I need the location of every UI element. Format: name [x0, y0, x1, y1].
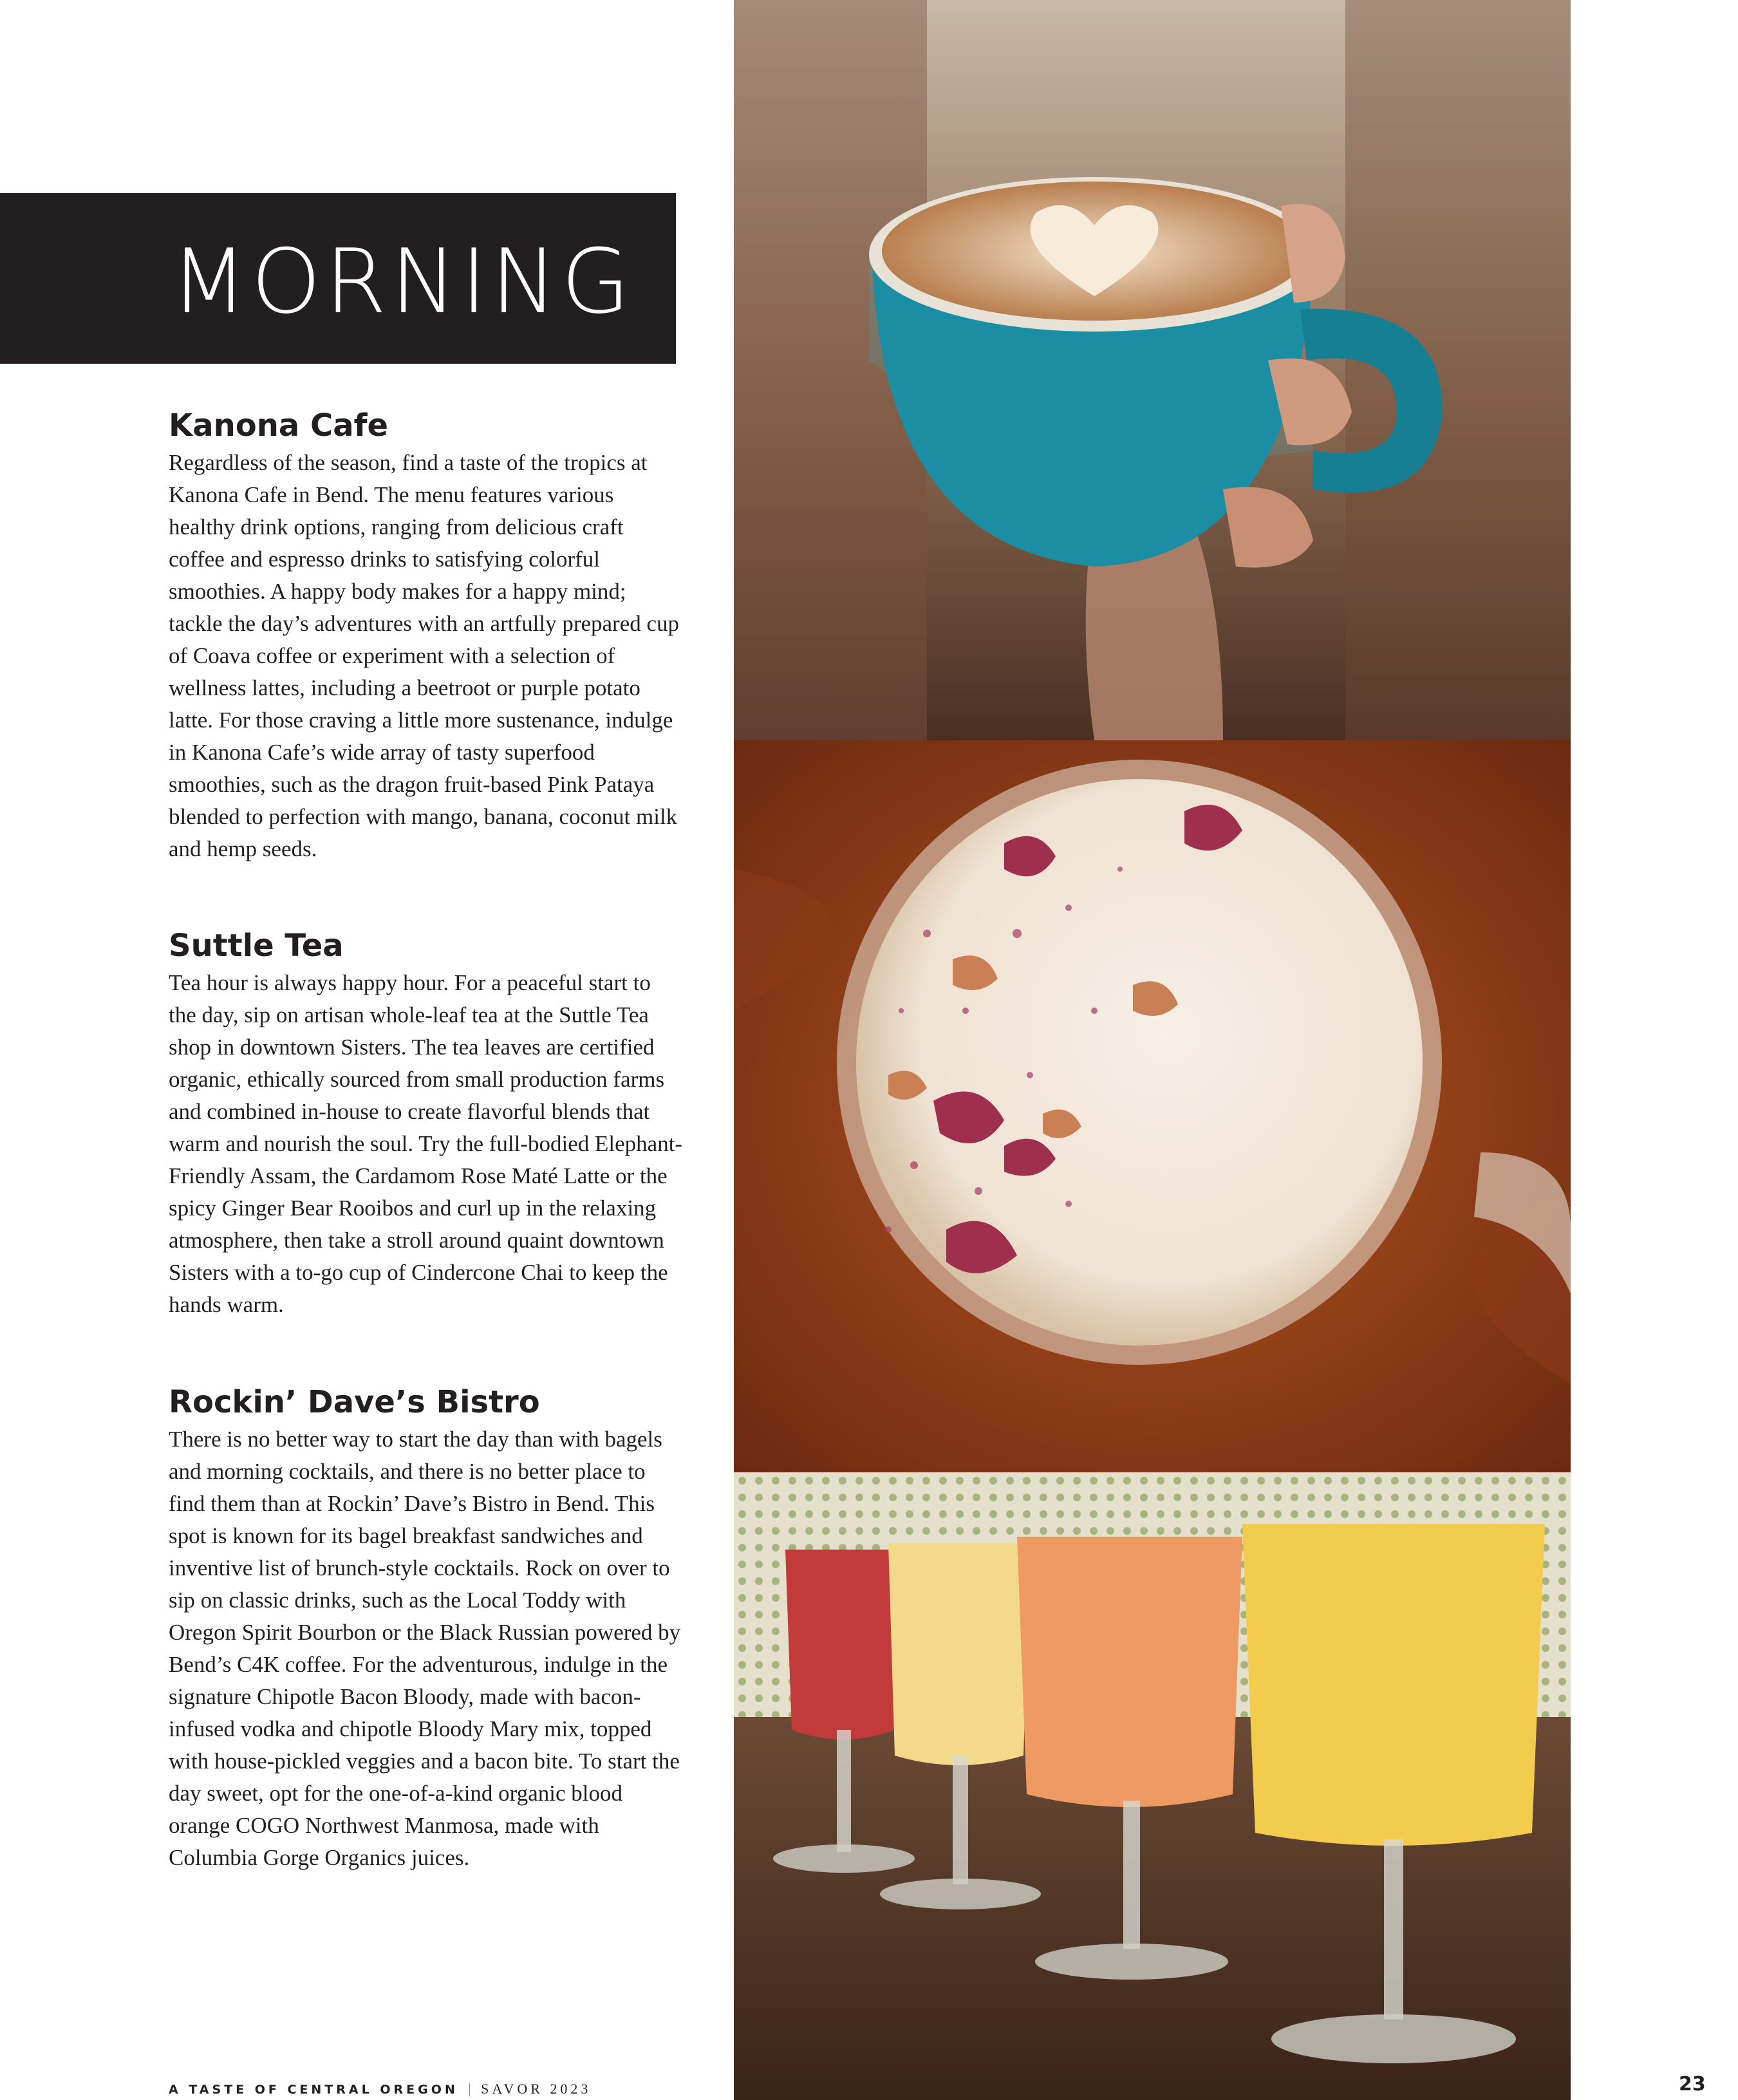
section-heading: Suttle Tea	[169, 928, 344, 964]
photo-rose-tea-latte	[734, 740, 1571, 1472]
section-heading: Rockin’ Dave’s Bistro	[169, 1384, 540, 1420]
photo-latte-cup	[734, 0, 1571, 740]
page-number: 23	[1679, 2073, 1706, 2095]
page-title: MORNING	[171, 230, 634, 333]
section-heading: Kanona Cafe	[169, 408, 389, 444]
footer	[169, 2081, 748, 2097]
section-body: There is no better way to start the day than with bagels and morning cocktails, and there is no better place to find them than at Rockin’ Dave’s Bistro in Bend. This spot is known for its bagel breakfast sandwiches and inventive list of brunch-style cocktails. Rock on over to sip on classic drinks, such as the Local Toddy with Oregon Spirit Bourbon or the Black Russian powered by Bend’s C4K coffee. For the adventurous, indulge in the signature Chipotle Bacon Bloody, made with bacon-infused vodka and chipotle Bloody Mary mix, topped with house-pickled veggies and a bacon bite. To start the day sweet, opt for the one-of-a-kind organic blood orange COGO Northwest Manmosa, made with Columbia Gorge Organics juices.	[169, 1427, 681, 1870]
section-body: Regardless of the season, find a taste of the tropics at Kanona Cafe in Bend. The menu features various healthy drink options, ranging from delicious craft coffee and espresso drinks to satisfying colorful smoothies. A happy body makes for a happy mind; tackle the day’s adventures with an artfully prepared cup of Coava coffee or experiment with a selection of wellness lattes, including a beetroot or purple potato latte. For those craving a little more sustenance, indulge in Kanona Cafe’s wide array of tasty superfood smoothies, such as the dragon fruit-based Pink Pataya blended to perfection with mango, banana, coconut milk and hemp seeds.	[169, 450, 680, 861]
publication-name: A TASTE OF CENTRAL OREGON	[169, 2083, 458, 2097]
issue-label: SAVOR 2023	[481, 2081, 592, 2097]
photo-morning-cocktails	[734, 1472, 1571, 2100]
footer-separator: |	[468, 2081, 471, 2097]
section-suttle-tea	[169, 926, 684, 1321]
section-body: Tea hour is always happy hour. For a peaceful start to the day, sip on artisan whole-leaf tea at the Suttle Tea shop in downtown Sisters. The tea leaves are certified organic, ethically sourced from small production farms and combined in-house to create flavorful blends that warm and nourish the soul. Try the full-bodied Elephant-Friendly Assam, the Cardamom Rose Maté Latte or the spicy Ginger Bear Rooibos and curl up in the relaxing atmosphere, then take a stroll around quaint downtown Sisters with a to-go cup of Cindercone Chai to keep the hands warm.	[169, 970, 683, 1317]
section-kanona-cafe	[169, 406, 684, 865]
section-rockin-daves-bistro	[169, 1382, 684, 1874]
